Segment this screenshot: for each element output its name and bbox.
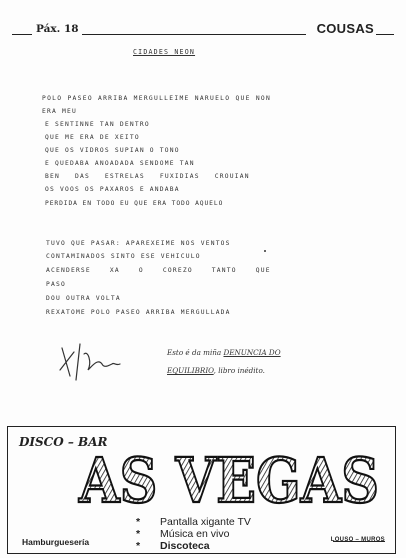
poem-line: PERDIDA EN TODO EU QUE ERA TODO AQUELO: [45, 200, 224, 207]
ad-label: DISCO – BAR: [19, 435, 108, 449]
svg-text:AS VEGAS: AS VEGAS: [78, 444, 379, 517]
poem-line: QUE ME ERA DE XEITO: [45, 134, 140, 141]
advertisement-box: [7, 426, 396, 554]
header-rule: [82, 34, 306, 35]
author-signature: [58, 340, 128, 385]
ink-dot: [264, 250, 266, 252]
poem-line: TUVO QUE PASAR: APAREXEIME NOS VENTOS: [46, 240, 231, 247]
poem-line: OS VOOS OS PAXAROS E ANDABA: [45, 186, 180, 193]
header-rule-left: [12, 34, 32, 35]
poem-line: BEN DAS ESTRELAS FUXIDIAS CROUIAN: [45, 173, 250, 180]
poem-line: DOU OUTRA VOLTA: [46, 295, 121, 302]
poem-line: REXATOME POLO PASEO ARRIBA MERGULLADA: [46, 309, 231, 316]
author-note-line: Esto é da miña DENUNCIA DO: [167, 348, 281, 357]
section-title: COUSAS: [316, 21, 374, 36]
poem-line: ERA MEU: [42, 108, 77, 115]
poem-line: CONTAMINADOS SINTO ESE VEHICULO: [46, 253, 201, 260]
poem-line: ACENDERSE XA O COREZO TANTO QUE: [46, 267, 271, 274]
poem-line: E SENTINNE TAN DENTRO: [45, 121, 150, 128]
ad-hamburgueseria: Hamburguesería: [22, 537, 90, 547]
poem-title: CIDADES NEON: [133, 48, 196, 56]
feature-item: * Música en vivo: [136, 528, 230, 540]
poem-line: PASO: [46, 281, 66, 288]
poem-line: POLO PASEO ARRIBA MERGULLEIME NARUELO QUE NON: [42, 95, 272, 102]
ad-location: LOUSO – MUROS: [330, 537, 385, 543]
ad-location-rule: [333, 541, 385, 542]
page-number: Páx. 18: [36, 23, 79, 35]
poem-line: E QUEDABA ANOADADA SENDOME TAN: [45, 160, 195, 167]
feature-item: * Pantalla xigante TV: [136, 516, 251, 528]
header-rule-right: [376, 34, 394, 35]
feature-item: * Discoteca: [136, 540, 210, 552]
poem-line: QUE OS VIDROS SUPIAN O TONO: [45, 147, 180, 154]
page-header: [12, 21, 394, 38]
author-note-line: EQUILIBRIO, libro inédito.: [167, 366, 265, 375]
as-vegas-logo: [70, 442, 388, 517]
